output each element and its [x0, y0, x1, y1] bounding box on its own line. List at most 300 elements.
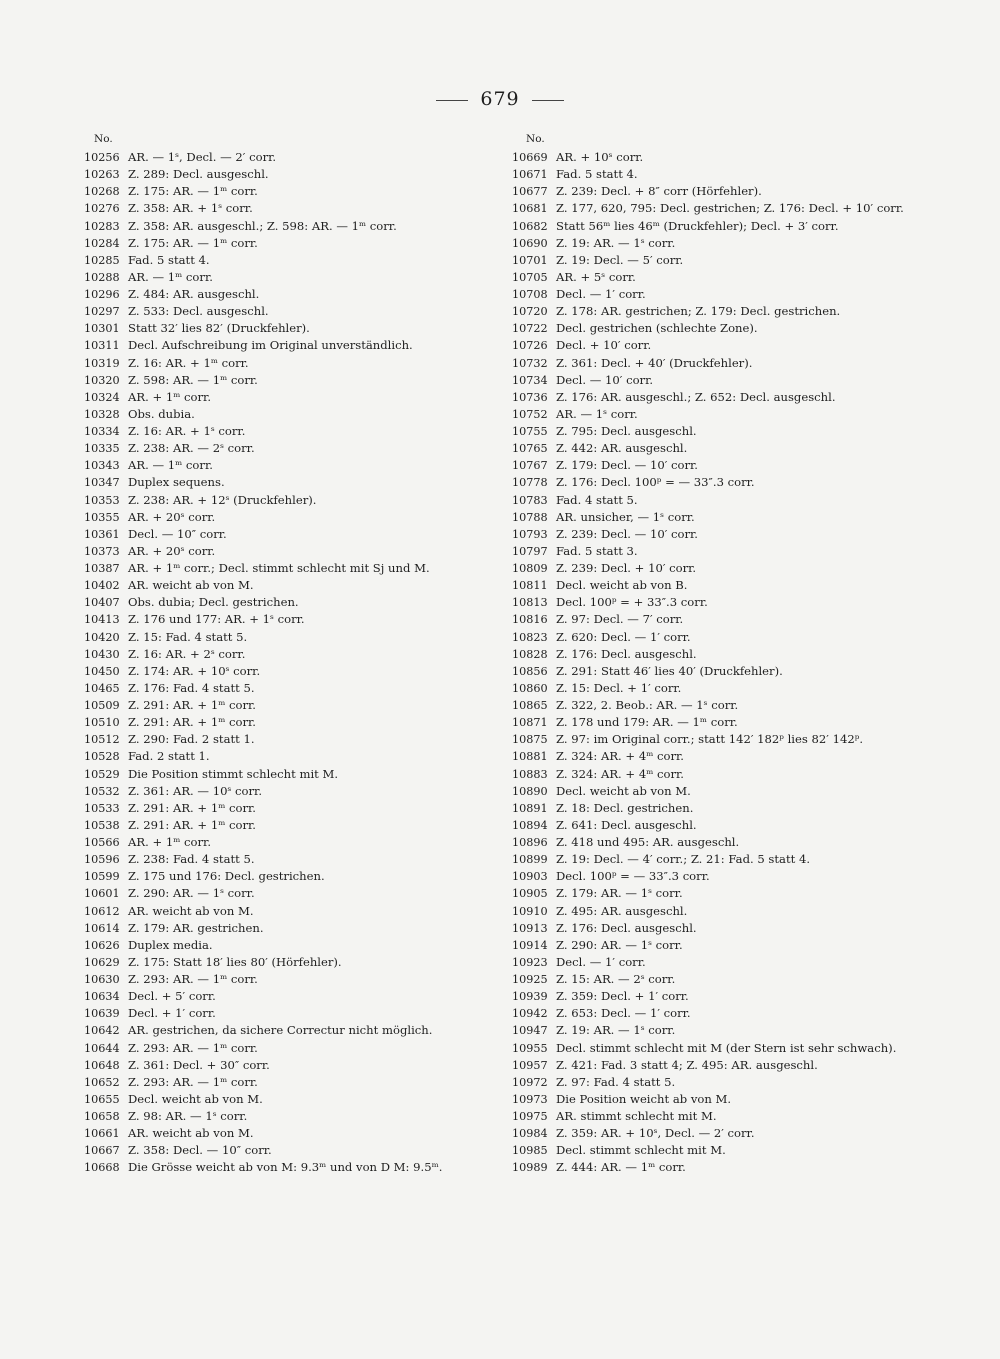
entry-number: 10701	[512, 253, 548, 267]
entry-row	[512, 663, 932, 680]
right-column	[512, 131, 932, 1177]
entry-row	[512, 868, 932, 885]
entry-row	[512, 492, 932, 509]
entry-number: 10402	[84, 579, 120, 593]
entry-row	[512, 457, 932, 474]
entry-number: 10910	[512, 904, 548, 918]
entry-row	[84, 748, 504, 765]
entry-number: 10655	[84, 1092, 120, 1106]
right-column-header: No.	[526, 133, 545, 145]
entry-text: AR. + 1ᵐ corr.; Decl. stimmt schlecht mit Sj und M.	[128, 561, 430, 575]
entry-number: 10681	[512, 202, 548, 216]
entry-text: Z. 178 und 179: AR. — 1ᵐ corr.	[556, 715, 738, 730]
entry-text: Z. 358: AR. ausgeschl.; Z. 598: AR. — 1ᵐ corr.	[128, 218, 397, 233]
entry-number: 10899	[512, 853, 548, 867]
entry-row	[512, 218, 932, 235]
entry-row	[84, 1005, 504, 1022]
entry-row	[84, 526, 504, 543]
entry-row	[512, 697, 932, 714]
entry-row	[84, 1022, 504, 1039]
entry-row	[512, 577, 932, 594]
entry-row	[84, 303, 504, 320]
entry-text: Z. 19: Decl. — 4′ corr.; Z. 21: Fad. 5 statt 4.	[556, 852, 811, 867]
entry-row	[512, 509, 932, 526]
entry-text: Z. 174: AR. + 10ˢ corr.	[128, 663, 261, 678]
entry-number: 10626	[84, 938, 120, 952]
entry-row	[512, 714, 932, 731]
entry-text: Decl. + 5′ corr.	[128, 989, 216, 1004]
entry-text: Z. 620: Decl. — 1′ corr.	[556, 629, 691, 644]
entry-number: 10984	[512, 1127, 548, 1141]
entry-text: Z. 177, 620, 795: Decl. gestrichen; Z. 176: Decl. + 10′ corr.	[556, 201, 904, 216]
entry-row	[84, 200, 504, 217]
entry-row	[512, 1142, 932, 1159]
entry-text: Z. 239: Decl. + 8″ corr (Hörfehler).	[556, 184, 762, 199]
entry-text: Decl. — 1′ corr.	[556, 287, 646, 301]
entry-text: Z. 97: Decl. — 7′ corr.	[556, 612, 684, 627]
entry-row	[84, 594, 504, 611]
entry-row	[84, 611, 504, 628]
entry-text: Die Grösse weicht ab von M: 9.3ᵐ und von D M: 9.5ᵐ.	[128, 1160, 443, 1175]
entry-text: Z. 442: AR. ausgeschl.	[556, 441, 688, 456]
entry-row	[84, 457, 504, 474]
entry-row	[512, 971, 932, 988]
entry-text: Decl. 100ᵖ = — 33″.3 corr.	[556, 869, 710, 884]
entry-row	[84, 320, 504, 337]
entry-text: Z. 15: Decl. + 1′ corr.	[556, 680, 682, 695]
entry-row	[84, 1057, 504, 1074]
entry-number: 10875	[512, 733, 548, 747]
entry-text: Decl. + 10′ corr.	[556, 338, 652, 353]
entry-number: 10639	[84, 1007, 120, 1021]
entry-text: Z. 97: Fad. 4 statt 5.	[556, 1074, 676, 1089]
entry-number: 10355	[84, 510, 120, 524]
entry-row	[84, 920, 504, 937]
entry-row	[512, 646, 932, 663]
entry-number: 10891	[512, 801, 548, 815]
entry-number: 10736	[512, 390, 548, 404]
entry-row	[84, 766, 504, 783]
entry-text: Obs. dubia.	[128, 406, 195, 421]
entry-text: Decl. — 10′ corr.	[556, 372, 654, 387]
entry-number: 10667	[84, 1144, 120, 1158]
entry-row	[512, 731, 932, 748]
entry-number: 10413	[84, 613, 120, 627]
page-header	[0, 88, 1000, 110]
entry-number: 10387	[84, 562, 120, 575]
entry-text: Decl. stimmt schlecht mit M.	[556, 1143, 726, 1158]
entry-number: 10677	[512, 185, 548, 199]
entry-row	[512, 1159, 932, 1176]
entry-row	[84, 851, 504, 868]
entry-row	[84, 697, 504, 714]
entry-number: 10720	[512, 305, 548, 319]
entry-number: 10955	[512, 1041, 548, 1055]
entry-text: Z. 16: AR. + 1ᵐ corr.	[128, 355, 249, 370]
entry-row	[512, 560, 932, 577]
entry-number: 10661	[84, 1127, 120, 1141]
entry-number: 10809	[512, 562, 548, 575]
entry-text: Z. 238: Fad. 4 statt 5.	[128, 852, 255, 867]
entry-text: Z. 15: AR. — 2ˢ corr.	[556, 972, 676, 986]
entry-number: 10634	[84, 990, 120, 1004]
entry-number: 10450	[84, 664, 120, 678]
entry-row	[84, 903, 504, 920]
entry-row	[84, 149, 504, 166]
entry-number: 10528	[84, 750, 120, 764]
entry-number: 10788	[512, 510, 548, 524]
entry-text: Z. 176: Fad. 4 statt 5.	[128, 680, 255, 695]
entry-text: Z. 289: Decl. ausgeschl.	[128, 167, 269, 182]
entry-number: 10734	[512, 373, 548, 387]
entry-number: 10320	[84, 373, 120, 387]
entry-number: 10512	[84, 733, 120, 747]
entry-text: Z. 322, 2. Beob.: AR. — 1ˢ corr.	[556, 698, 739, 712]
entry-row	[512, 988, 932, 1005]
entry-number: 10353	[84, 493, 120, 507]
entry-row	[84, 1125, 504, 1142]
entry-text: Z. 293: AR. — 1ᵐ corr.	[128, 1040, 258, 1055]
entry-text: Z. 324: AR. + 4ᵐ corr.	[556, 766, 684, 781]
entry-number: 10890	[512, 784, 548, 798]
entry-text: Z. 361: AR. — 10ˢ corr.	[128, 783, 263, 798]
entry-row	[512, 389, 932, 406]
entry-number: 10256	[84, 151, 120, 164]
entry-row	[512, 748, 932, 765]
entry-text: Decl. weicht ab von M.	[128, 1091, 263, 1106]
entry-row	[84, 235, 504, 252]
entry-text: Z. 418 und 495: AR. ausgeschl.	[556, 835, 740, 849]
entry-number: 10644	[84, 1041, 120, 1055]
entry-text: Z. 358: Decl. — 10″ corr.	[128, 1143, 272, 1158]
entry-number: 10797	[512, 544, 548, 558]
entry-row	[512, 834, 932, 851]
entry-number: 10335	[84, 442, 120, 456]
entry-text: AR. stimmt schlecht mit M.	[556, 1109, 717, 1123]
entry-number: 10856	[512, 664, 548, 678]
entry-row	[84, 440, 504, 457]
entry-row	[512, 149, 932, 166]
entry-text: Decl. weicht ab von B.	[556, 578, 688, 593]
entry-row	[512, 337, 932, 354]
entry-row	[512, 269, 932, 286]
entry-number: 10871	[512, 716, 548, 730]
entry-number: 10407	[84, 596, 120, 610]
entry-number: 10942	[512, 1007, 548, 1021]
entry-text: AR. — 1ˢ, Decl. — 2′ corr.	[128, 150, 277, 164]
entry-text: AR. unsicher, — 1ˢ corr.	[556, 509, 695, 524]
entry-row	[84, 1074, 504, 1091]
entry-row	[84, 1091, 504, 1108]
entry-number: 10972	[512, 1075, 548, 1089]
entry-number: 10973	[512, 1092, 548, 1106]
entry-number: 10642	[84, 1024, 120, 1038]
entry-number: 10823	[512, 630, 548, 644]
entry-text: Z. 175: AR. — 1ᵐ corr.	[128, 235, 258, 250]
entry-number: 10732	[512, 356, 548, 370]
entry-text: Z. 239: Decl. + 10′ corr.	[556, 561, 697, 575]
entry-row	[84, 355, 504, 372]
entry-text: Decl. gestrichen (schlechte Zone).	[556, 321, 758, 336]
entry-row	[512, 474, 932, 491]
entry-row	[512, 423, 932, 440]
entry-row	[84, 166, 504, 183]
entry-number: 10778	[512, 476, 548, 490]
entry-row	[512, 937, 932, 954]
entry-text: Z. 358: AR. + 1ˢ corr.	[128, 201, 253, 216]
entry-text: Z. 98: AR. — 1ˢ corr.	[128, 1109, 248, 1123]
entry-row	[84, 988, 504, 1005]
entry-text: Decl. 100ᵖ = + 33″.3 corr.	[556, 595, 708, 610]
entry-text: AR. weicht ab von M.	[128, 1126, 254, 1141]
entry-row	[84, 714, 504, 731]
entry-row	[84, 509, 504, 526]
entry-row	[84, 646, 504, 663]
entry-row	[512, 252, 932, 269]
entry-row	[512, 303, 932, 320]
entry-text: Z. 641: Decl. ausgeschl.	[556, 817, 697, 832]
entry-number: 10510	[84, 716, 120, 730]
entry-text: Obs. dubia; Decl. gestrichen.	[128, 595, 299, 610]
entry-text: Z. 178: AR. gestrichen; Z. 179: Decl. gestrichen.	[556, 304, 841, 319]
entry-number: 10896	[512, 836, 548, 849]
entry-number: 10793	[512, 527, 548, 541]
entry-number: 10860	[512, 681, 548, 695]
entry-number: 10690	[512, 236, 548, 250]
entry-text: Z. 291: AR. + 1ᵐ corr.	[128, 715, 256, 730]
entry-number: 10612	[84, 904, 120, 918]
entry-text: Duplex sequens.	[128, 475, 225, 490]
entry-row	[84, 474, 504, 491]
entry-text: Z. 176: AR. ausgeschl.; Z. 652: Decl. ausgeschl.	[556, 389, 836, 404]
entry-text: Decl. Aufschreibung im Original unverständlich.	[128, 338, 413, 353]
entry-number: 10529	[84, 767, 120, 781]
entry-text: Fad. 4 statt 5.	[556, 492, 638, 507]
entry-text: Z. 293: AR. — 1ᵐ corr.	[128, 972, 258, 986]
entry-text: Z. 176 und 177: AR. + 1ˢ corr.	[128, 612, 305, 627]
entry-text: AR. — 1ᵐ corr.	[128, 458, 213, 473]
entry-row	[84, 406, 504, 423]
entry-row	[512, 954, 932, 971]
entry-number: 10648	[84, 1058, 120, 1072]
entry-number: 10669	[512, 151, 548, 164]
entry-row	[512, 183, 932, 200]
entry-number: 10923	[512, 955, 548, 969]
entry-text: Z. 175 und 176: Decl. gestrichen.	[128, 869, 325, 884]
entry-row	[512, 1022, 932, 1039]
entry-row	[512, 235, 932, 252]
entry-text: Z. 421: Fad. 3 statt 4; Z. 495: AR. ausgeschl.	[556, 1057, 818, 1072]
entry-row	[84, 183, 504, 200]
entry-row	[84, 663, 504, 680]
entry-text: Statt 32′ lies 82′ (Druckfehler).	[128, 321, 310, 336]
entry-text: Z. 15: Fad. 4 statt 5.	[128, 629, 248, 644]
entry-row	[512, 1125, 932, 1142]
entry-number: 10652	[84, 1075, 120, 1089]
entry-text: AR. + 20ˢ corr.	[128, 543, 216, 558]
left-column-header: No.	[94, 133, 113, 145]
entry-text: Z. 290: Fad. 2 statt 1.	[128, 732, 255, 747]
entry-text: Fad. 2 statt 1.	[128, 749, 210, 764]
entry-row	[84, 954, 504, 971]
entry-row	[512, 406, 932, 423]
entry-text: Decl. weicht ab von M.	[556, 783, 691, 798]
entry-number: 10301	[84, 322, 120, 336]
entry-text: Z. 598: AR. — 1ᵐ corr.	[128, 372, 258, 387]
entry-row	[84, 1142, 504, 1159]
entry-number: 10509	[84, 699, 120, 712]
entry-number: 10311	[84, 339, 120, 353]
entry-text: Z. 176: Decl. ausgeschl.	[556, 646, 697, 661]
entry-row	[84, 817, 504, 834]
entry-number: 10324	[84, 390, 120, 404]
entry-text: AR. weicht ab von M.	[128, 578, 254, 593]
entry-text: Duplex media.	[128, 937, 213, 952]
entry-number: 10985	[512, 1144, 548, 1158]
entry-text: Z. 361: Decl. + 30″ corr.	[128, 1057, 270, 1072]
entry-row	[512, 1074, 932, 1091]
entry-row	[84, 372, 504, 389]
entry-text: Z. 179: AR. — 1ˢ corr.	[556, 886, 683, 901]
entry-text: Z. 533: Decl. ausgeschl.	[128, 304, 269, 319]
entry-text: Z. 291: Statt 46′ lies 40′ (Druckfehler).	[556, 663, 783, 678]
entry-row	[84, 218, 504, 235]
entry-number: 10939	[512, 990, 548, 1004]
entry-number: 10865	[512, 699, 548, 712]
entry-row	[512, 200, 932, 217]
entry-text: Z. 290: AR. — 1ˢ corr.	[128, 886, 255, 901]
entry-text: Z. 291: AR. + 1ᵐ corr.	[128, 817, 256, 832]
entry-number: 10708	[512, 288, 548, 301]
entry-number: 10566	[84, 836, 120, 849]
entry-number: 10883	[512, 767, 548, 781]
entry-text: AR. + 1ᵐ corr.	[128, 389, 212, 404]
entry-text: Z. 176: Decl. ausgeschl.	[556, 920, 697, 935]
entry-row	[84, 423, 504, 440]
entry-row	[84, 868, 504, 885]
entry-row	[512, 355, 932, 372]
entry-row	[84, 269, 504, 286]
entry-number: 10596	[84, 853, 120, 867]
entry-number: 10630	[84, 973, 120, 986]
entry-number: 10765	[512, 442, 548, 456]
entry-text: Z. 359: AR. + 10ˢ, Decl. — 2′ corr.	[556, 1126, 755, 1141]
entry-row	[512, 1040, 932, 1057]
entry-number: 10925	[512, 973, 548, 986]
entry-text: Z. 484: AR. ausgeschl.	[128, 287, 260, 301]
entry-number: 10532	[84, 784, 120, 798]
entry-number: 10601	[84, 887, 120, 901]
entry-number: 10914	[512, 938, 548, 952]
entry-number: 10343	[84, 459, 120, 473]
entry-text: AR. gestrichen, da sichere Correctur nicht möglich.	[128, 1023, 433, 1038]
entry-number: 10767	[512, 459, 548, 473]
entry-number: 10361	[84, 527, 120, 541]
entry-text: AR. weicht ab von M.	[128, 903, 254, 918]
entry-row	[512, 440, 932, 457]
entry-number: 10538	[84, 818, 120, 832]
entry-number: 10629	[84, 955, 120, 969]
entry-text: Z. 653: Decl. — 1′ corr.	[556, 1006, 691, 1021]
entry-number: 10420	[84, 630, 120, 644]
entry-row	[512, 1057, 932, 1074]
entry-number: 10288	[84, 270, 120, 284]
entry-number: 10913	[512, 921, 548, 935]
entry-text: Z. 238: AR. — 2ˢ corr.	[128, 441, 255, 456]
entry-row	[512, 286, 932, 303]
entry-row	[512, 783, 932, 800]
entry-text: Z. 495: AR. ausgeschl.	[556, 903, 688, 918]
entry-row	[84, 731, 504, 748]
entry-row	[512, 800, 932, 817]
entry-number: 10268	[84, 185, 120, 199]
page-number: 679	[480, 88, 520, 110]
entry-number: 10668	[84, 1161, 120, 1175]
entry-row	[512, 766, 932, 783]
entry-row	[84, 800, 504, 817]
entry-row	[84, 834, 504, 851]
entry-row	[512, 611, 932, 628]
entry-row	[512, 543, 932, 560]
entry-text: Z. 293: AR. — 1ᵐ corr.	[128, 1074, 258, 1089]
entry-number: 10614	[84, 921, 120, 935]
entry-text: Z. 795: Decl. ausgeschl.	[556, 424, 697, 438]
entry-row	[84, 252, 504, 269]
entry-row	[84, 560, 504, 577]
entry-text: Z. 239: Decl. — 10′ corr.	[556, 526, 698, 541]
entry-text: Z. 16: AR. + 2ˢ corr.	[128, 646, 246, 661]
entry-row	[84, 885, 504, 902]
entry-number: 10373	[84, 544, 120, 558]
entry-number: 10296	[84, 288, 120, 301]
header-rule-right	[532, 100, 564, 101]
entry-row	[512, 526, 932, 543]
entry-row	[84, 1040, 504, 1057]
entry-row	[84, 971, 504, 988]
entry-number: 10975	[512, 1110, 548, 1123]
entry-text: Decl. — 1′ corr.	[556, 954, 646, 969]
entry-row	[84, 1108, 504, 1125]
entry-text: Z. 290: AR. — 1ˢ corr.	[556, 937, 683, 952]
entry-row	[512, 594, 932, 611]
entry-row	[84, 286, 504, 303]
entry-number: 10752	[512, 407, 548, 421]
entry-row	[512, 680, 932, 697]
entry-text: Decl. + 1′ corr.	[128, 1006, 216, 1021]
entry-row	[512, 1005, 932, 1022]
entry-row	[512, 903, 932, 920]
entry-text: Z. 361: Decl. + 40′ (Druckfehler).	[556, 355, 753, 370]
entry-number: 10328	[84, 407, 120, 421]
entry-row	[84, 783, 504, 800]
entry-row	[84, 543, 504, 560]
entry-number: 10828	[512, 647, 548, 661]
entry-number: 10347	[84, 476, 120, 490]
entry-text: AR. + 5ˢ corr.	[556, 269, 636, 284]
entry-text: Decl. stimmt schlecht mit M (der Stern ist sehr schwach).	[556, 1040, 897, 1055]
entry-number: 10783	[512, 493, 548, 507]
entry-row	[84, 337, 504, 354]
entry-number: 10276	[84, 202, 120, 216]
entry-text: AR. — 1ˢ corr.	[556, 406, 638, 421]
entry-row	[512, 1091, 932, 1108]
entry-number: 10989	[512, 1161, 548, 1175]
entry-text: AR. — 1ᵐ corr.	[128, 269, 213, 284]
entry-number: 10755	[512, 425, 548, 438]
entry-number: 10682	[512, 219, 548, 233]
entry-text: Z. 97: im Original corr.; statt 142′ 182ᵖ lies 82′ 142ᵖ.	[556, 732, 864, 747]
left-column	[84, 131, 504, 1177]
